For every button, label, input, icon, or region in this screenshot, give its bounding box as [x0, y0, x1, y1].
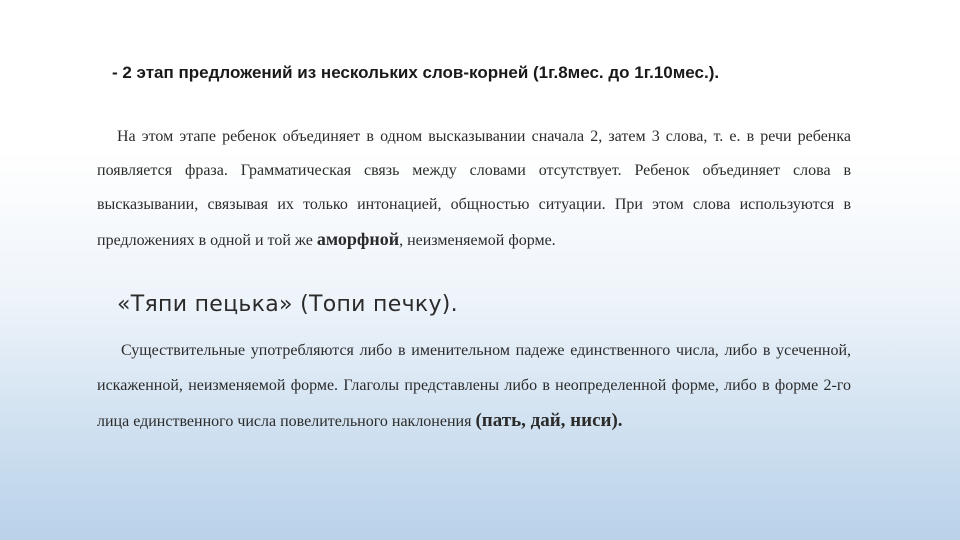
- paragraph-tail: , неизменяемой форме.: [399, 232, 556, 249]
- bold-examples: (пать, дай, ниси).: [475, 410, 623, 431]
- paragraph-text: На этом этапе ребенок объединяет в одном высказывании сначала 2, затем 3 слова, т. е. в речи ребенка появляется фраза. Грамматическая связь между словами отсутствует. Ребенок объединяет слова в высказывании, связывая их только интонацией, общностью ситуации. При этом слова используются в предложениях в одной и той же: [97, 128, 851, 249]
- paragraph-word-forms: [97, 333, 851, 439]
- speech-example: «Тяпи пецька» (Топи печку).: [117, 292, 458, 317]
- slide-heading: - 2 этап предложений из нескольких слов-корней (1г.8мес. до 1г.10мес.).: [112, 63, 720, 82]
- paragraph-stage-description: [97, 120, 851, 258]
- bold-term: аморфной: [316, 229, 400, 249]
- paragraph-text: Существительные употребляются либо в именительном падеже единственного числа, либо в усеченной, искаженной, неизменяемой форме. Глаголы представлены либо в неопределенной форме, либо в форме 2-го лица единственного числа повелительного наклонения: [97, 342, 851, 430]
